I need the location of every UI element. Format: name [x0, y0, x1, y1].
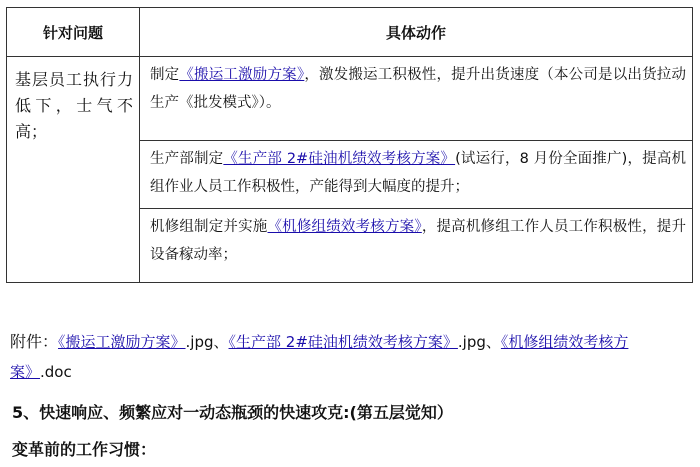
table-header-row	[7, 8, 693, 57]
table-row	[7, 57, 693, 141]
attachment-link-1[interactable]: 《搬运工激励方案》	[58, 333, 186, 351]
action-link[interactable]: 《机修组绩效考核方案》	[267, 219, 422, 235]
issue-cell: 基层员工执行力低下，士气不高；	[7, 57, 140, 283]
action-text-pre: 机修组制定并实施	[150, 219, 268, 235]
attachment-link-2[interactable]: 《生产部 2#硅油机绩效考核方案》	[228, 333, 458, 351]
attachment-ext-2: .jpg、	[457, 333, 501, 351]
action-cell	[140, 57, 693, 141]
header-action: 具体动作	[140, 8, 693, 57]
action-text-pre: 制定	[150, 67, 180, 83]
header-issue: 针对问题	[7, 8, 140, 57]
measures-table	[6, 7, 693, 283]
attachment-link-3[interactable]: 《机修组绩效考核方案》	[10, 333, 629, 381]
attachments-line	[10, 327, 690, 387]
section-5-heading: 5、快速响应、频繁应对一动态瓶颈的快速攻克:(第五层觉知）	[12, 403, 453, 422]
action-text-post: ，提高机修组工作人员工作积极性，提升设备稼动率；	[150, 219, 686, 263]
action-text-pre: 生产部制定	[150, 151, 224, 167]
attachments-label: 附件：	[10, 332, 59, 351]
action-cell	[140, 209, 693, 283]
action-cell	[140, 141, 693, 209]
action-text-post: ，激发搬运工积极性，提升出货速度（本公司是以出货拉动生产《批发模式》）。	[150, 67, 686, 111]
attachment-ext-1: .jpg、	[185, 333, 229, 351]
action-link[interactable]: 《生产部 2#硅油机绩效考核方案》	[223, 151, 456, 167]
attachment-ext-3: .doc	[40, 363, 72, 381]
action-text-post: (试运行，8 月份全面推广)，提高机组作业人员工作积极性，产能得到大幅度的提升；	[150, 151, 686, 195]
before-change-heading: 变革前的工作习惯：	[12, 440, 157, 459]
action-link[interactable]: 《搬运工激励方案》	[179, 67, 305, 83]
